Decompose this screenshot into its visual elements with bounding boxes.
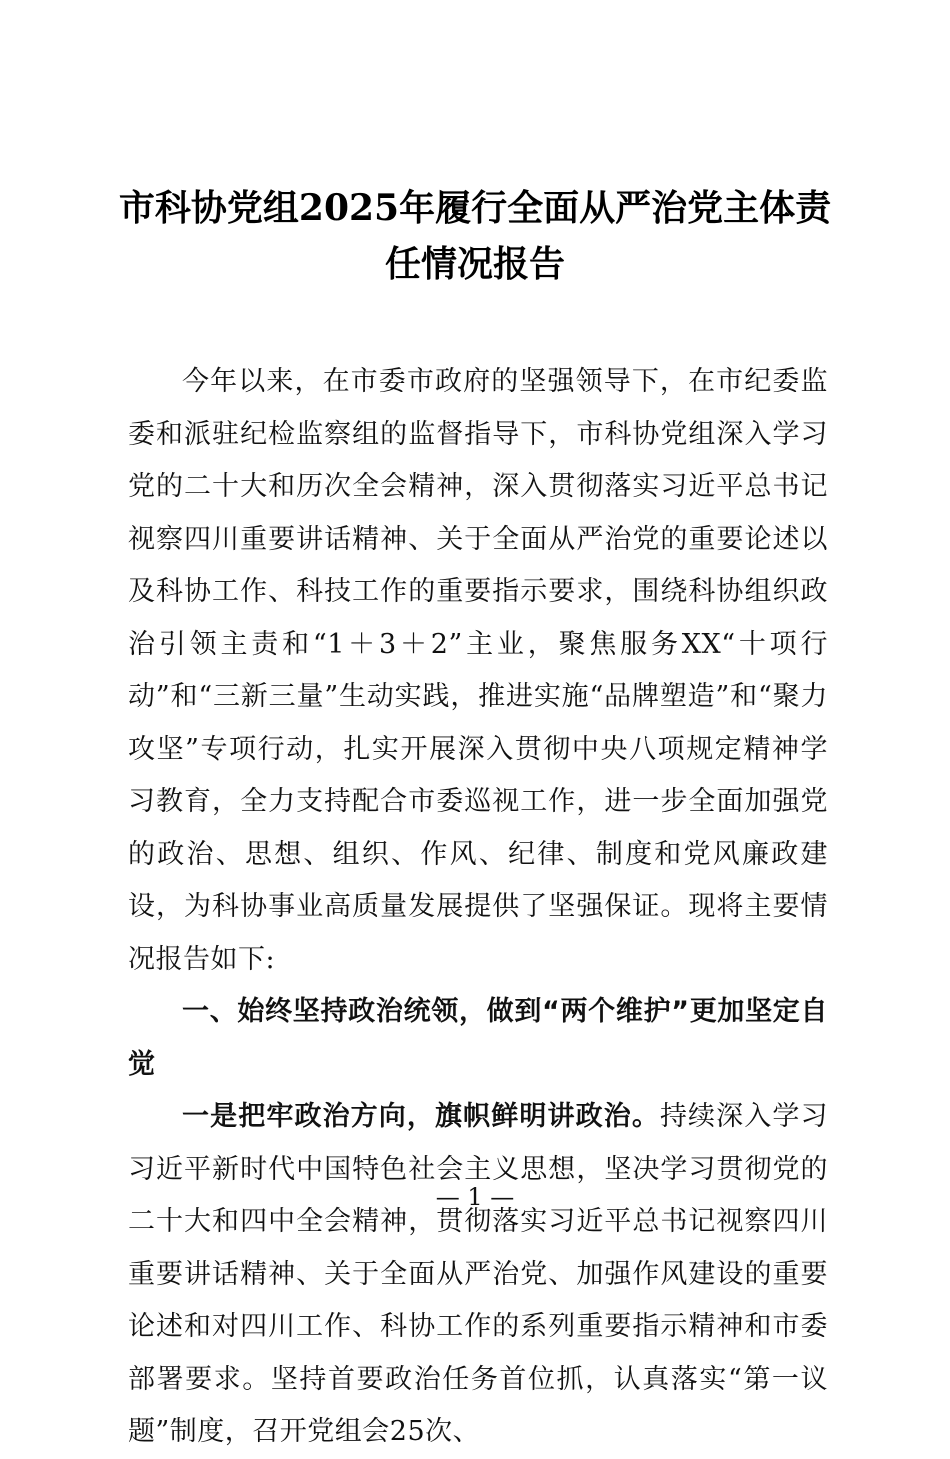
- document-title: 市科协党组2025年履行全面从严治党主体责任情况报告: [118, 187, 832, 285]
- intro-paragraph: 今年以来，在市委市政府的坚强领导下，在市纪委监委和派驻纪检监察组的监督指导下，市科协党组深入学习党的二十大和历次全会精神，深入贯彻落实习近平总书记视察四川重要讲话精神、关于全面从严治党的重要论述以及科协工作、科技工作的重要指示要求，围绕科协组织政治引领主责和“1＋3＋2”主业，聚焦服务XX“十项行动”和“三新三量”生动实践，推进实施“品牌塑造”和“聚力攻坚”专项行动，扎实开展深入贯彻中央八项规定精神学习教育，全力支持配合市委巡视工作，进一步全面加强党的政治、思想、组织、作风、纪律、制度和党风廉政建设，为科协事业高质量发展提供了坚强保证。现将主要情况报告如下:: [128, 366, 828, 975]
- page-number: — 1 —: [435, 1183, 515, 1211]
- item-1-text: 持续深入学习习近平新时代中国特色社会主义思想，坚决学习贯彻党的二十大和四中全会精神，贯彻落实习近平总书记视察四川重要讲话精神、关于全面从严治党、加强作风建设的重要论述和对四川工作、科协工作的系列重要指示精神和市委部署要求。坚持首要政治任务首位抓，认真落实“第一议题”制度，召开党组会25次、: [128, 1101, 829, 1447]
- document-body: [128, 356, 828, 1459]
- section-heading-1: 一、始终坚持政治统领，做到“两个维护”更加坚定自觉: [128, 996, 828, 1080]
- item-1-lead: 一是把牢政治方向，旗帜鲜明讲政治。: [182, 1101, 660, 1132]
- item-1-paragraph: [128, 1091, 828, 1459]
